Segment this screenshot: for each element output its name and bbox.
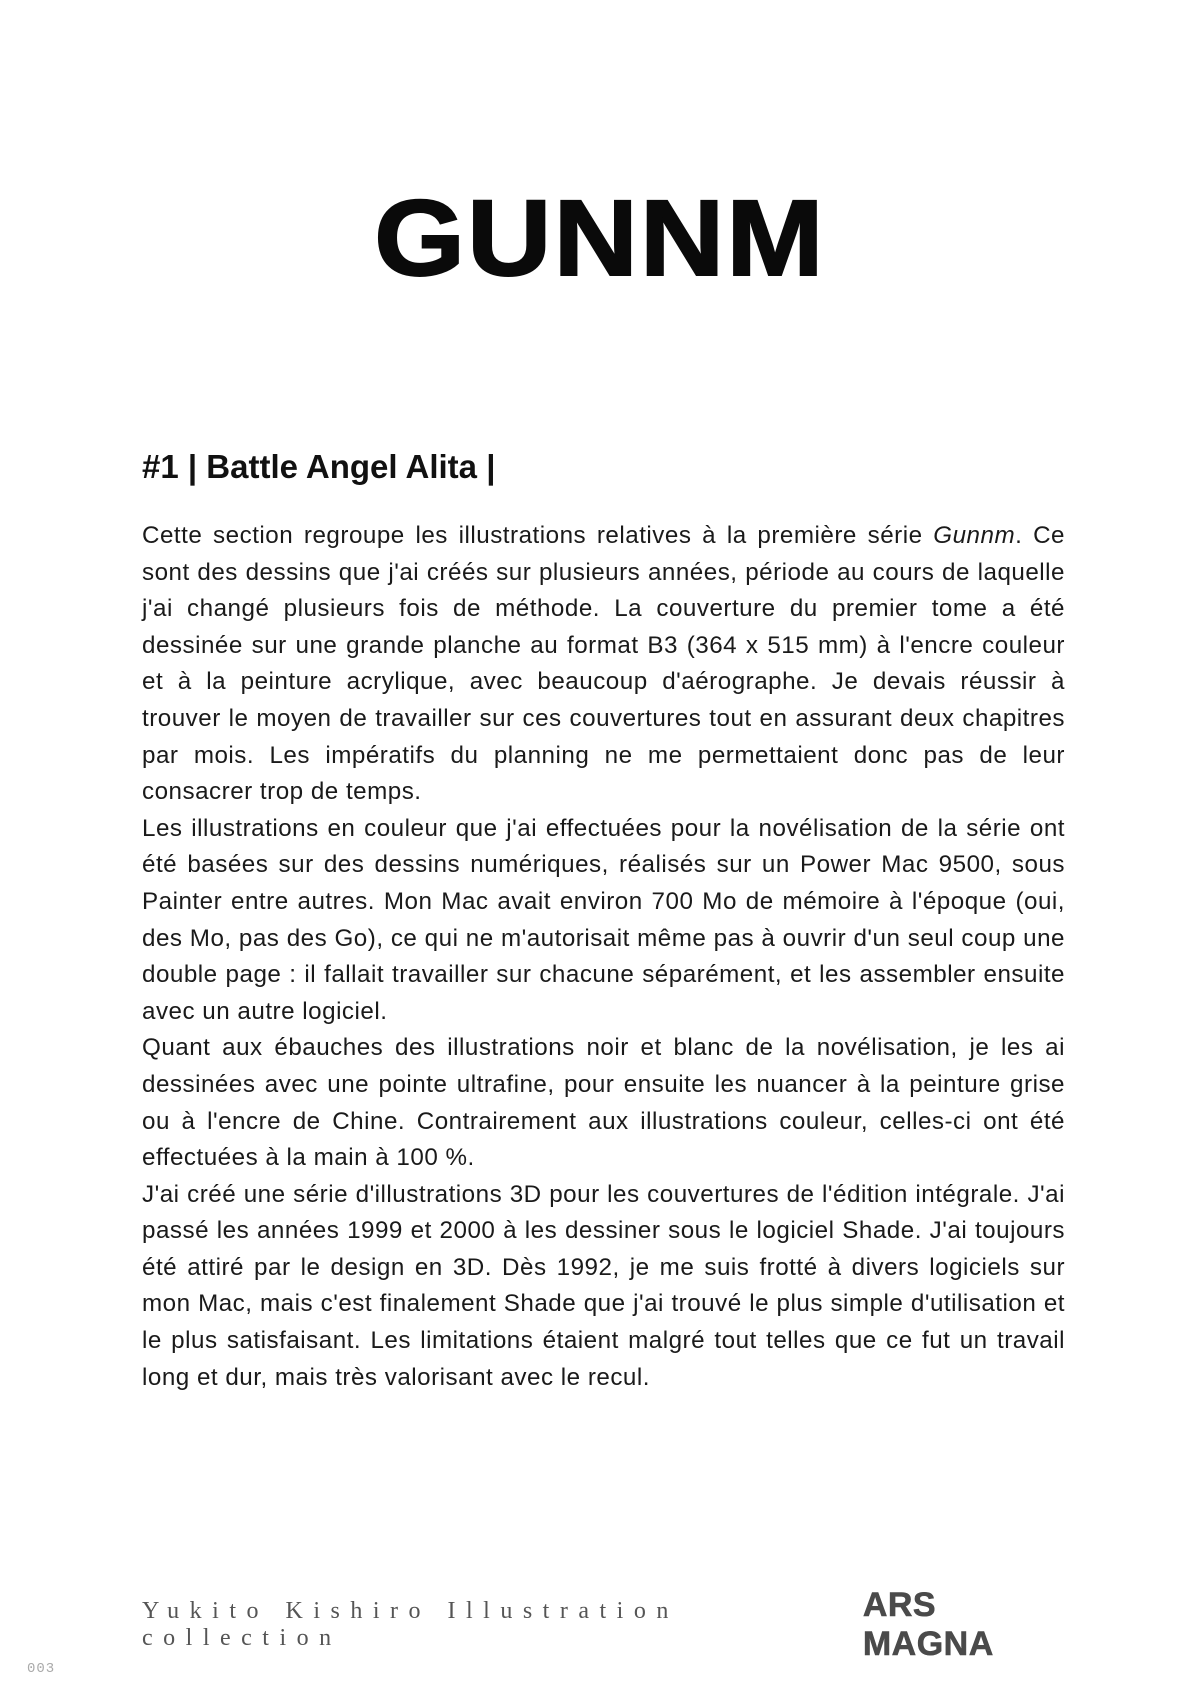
series-title-italic: Gunnm (933, 522, 1016, 549)
paragraph-1 (142, 518, 1065, 811)
section-heading: #1 | Battle Angel Alita | (142, 448, 496, 485)
paragraph-2: Les illustrations en couleur que j'ai effectuées pour la novélisation de la série ont été basées sur des dessins numériques, réalisés sur un Power Mac 9500, sous Painter entre autres. Mon Mac avait environ 700 Mo de mémoire à l'époque (oui, des Mo, pas des Go), ce qui ne m'autorisait même pas à ouvrir d'un seul coup une double page : il fallait travailler sur chacune séparément, et les assembler ensuite avec un autre logiciel. (142, 814, 1065, 1025)
body-text (142, 518, 1065, 1396)
paragraph-1-text-start: Cette section regroupe les illustrations relatives à la première série (142, 522, 934, 549)
footer-credit: Yukito Kishiro Illustration collection (142, 1598, 679, 1651)
page-number: 003 (27, 1661, 56, 1677)
footer-brand: ARS MAGNA (862, 1586, 994, 1663)
paragraph-4: J'ai créé une série d'illustrations 3D pour les couvertures de l'édition intégrale. J'ai passé les années 1999 et 2000 à les dessiner sous le logiciel Shade. J'ai toujours été attiré par le design en 3D. Dès 1992, je me suis frotté à divers logiciels sur mon Mac, mais c'est finalement Shade que j'ai trouvé le plus simple d'utilisation et le plus satisfaisant. Les limitations étaient malgré tout telles que ce fut un travail long et dur, mais très valorisant avec le recul. (142, 1180, 1065, 1391)
footer (142, 1586, 1065, 1663)
paragraph-1-text-end: . Ce sont des dessins que j'ai créés sur plusieurs années, période au cours de laquelle j'ai changé plusieurs fois de méthode. La couverture du premier tome a été dessinée sur une grande planche au format B3 (364 x 515 mm) à l'encre couleur et à la peinture acrylique, avec beaucoup d'aérographe. Je devais réussir à trouver le moyen de travailler sur ces couvertures tout en assurant deux chapitres par mois. Les impératifs du planning ne me permettaient donc pas de leur consacrer trop de temps. (142, 522, 1065, 806)
page-title: GUNNM (374, 177, 826, 298)
paragraph-3: Quant aux ébauches des illustrations noir et blanc de la novélisation, je les ai dessinées avec une pointe ultrafine, pour ensuite les nuancer à la peinture grise ou à l'encre de Chine. Contrairement aux illustrations couleur, celles-ci ont été effectuées à la main à 100 %. (142, 1034, 1065, 1172)
